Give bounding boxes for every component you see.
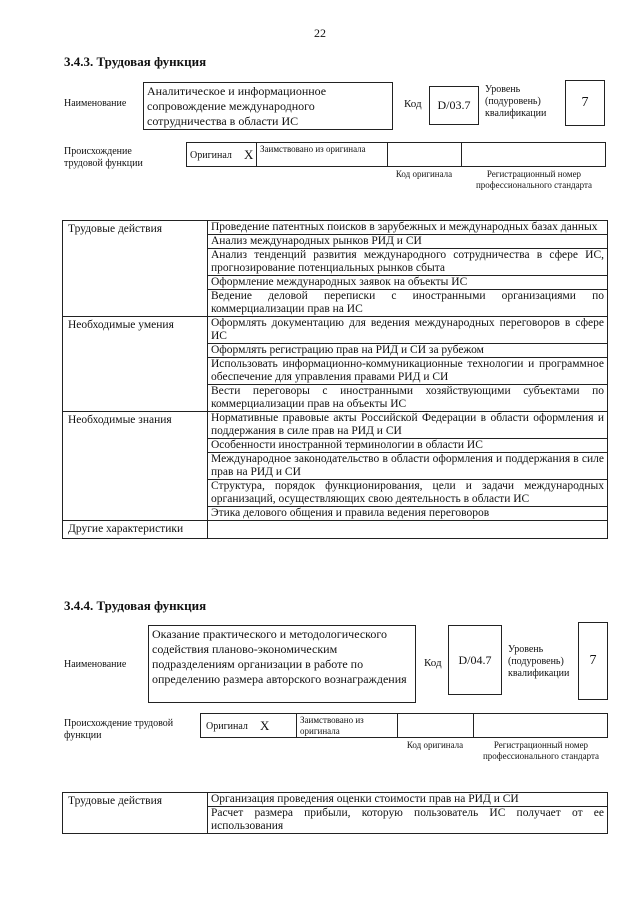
category-item: Организация проведения оценки стоимости прав на РИД и СИ bbox=[208, 793, 608, 807]
origin-label-343: Происхождение трудовой функции bbox=[64, 146, 143, 169]
code-label-343: Код bbox=[404, 98, 422, 110]
name-label-343: Наименование bbox=[64, 98, 127, 109]
function-table-343 bbox=[62, 220, 608, 539]
category-label: Необходимые знания bbox=[63, 412, 208, 521]
reg-number-caption-344: Регистрационный номер профессионального стандарта bbox=[482, 740, 600, 761]
category-item: Оформлять регистрацию прав на РИД и СИ за рубежом bbox=[208, 344, 608, 358]
function-code-344: D/04.7 bbox=[448, 625, 502, 695]
category-label: Другие характеристики bbox=[63, 521, 208, 539]
category-label: Необходимые умения bbox=[63, 317, 208, 412]
category-item: Ведение деловой переписки с иностранными организациями по коммерциализации прав на ИС bbox=[208, 290, 608, 317]
section-title-344: 3.4.4. Трудовая функция bbox=[64, 598, 207, 613]
category-item: Международное законодательство в области оформления и поддержания в силе прав на РИД и СИ bbox=[208, 453, 608, 480]
function-code-343: D/03.7 bbox=[429, 86, 479, 125]
origin-label-344: Происхождение трудовой функции bbox=[64, 718, 174, 741]
level-label-344: Уровень (подуровень) квалификации bbox=[508, 644, 570, 679]
category-item: Особенности иностранной терминологии в области ИС bbox=[208, 439, 608, 453]
function-name-343: Аналитическое и информационное сопровождение международного сотрудничества в области ИС bbox=[143, 82, 393, 130]
category-item: Анализ международных рынков РИД и СИ bbox=[208, 235, 608, 249]
original-mark-344: X bbox=[260, 718, 270, 733]
original-mark-343: X bbox=[244, 147, 254, 162]
category-item: Оформлять документацию для ведения международных переговоров в сфере ИС bbox=[208, 317, 608, 344]
category-item: Проведение патентных поисков в зарубежных и международных базах данных bbox=[208, 221, 608, 235]
function-name-344: Оказание практического и методологического содействия планово-экономическим подразделениям организации в работе по определению размера авторского вознаграждения bbox=[148, 625, 416, 703]
category-item: Расчет размера прибыли, которую пользователь ИС получает от ее использования bbox=[208, 807, 608, 834]
category-item: Анализ тенденций развития международного сотрудничества в сфере ИС, прогнозирование потенциальных рынков сбыта bbox=[208, 249, 608, 276]
qualification-level-344: 7 bbox=[578, 622, 608, 700]
qualification-level-343: 7 bbox=[565, 80, 605, 126]
code-original-caption-344: Код оригинала bbox=[406, 740, 464, 750]
table-row bbox=[63, 221, 608, 235]
level-label-343: Уровень (подуровень) квалификации bbox=[485, 84, 547, 119]
category-label: Трудовые действия bbox=[63, 793, 208, 834]
original-label-344: Оригинал bbox=[206, 721, 248, 732]
code-original-caption-343: Код оригинала bbox=[395, 169, 453, 179]
table-row bbox=[63, 412, 608, 439]
table-row bbox=[63, 317, 608, 344]
category-item: Вести переговоры с иностранными хозяйствующими субъектами по коммерциализации прав на объекты ИС bbox=[208, 385, 608, 412]
borrowed-label-343: Заимствовано из оригинала bbox=[260, 144, 366, 154]
section-title-343: 3.4.3. Трудовая функция bbox=[64, 54, 207, 69]
reg-number-caption-343: Регистрационный номер профессионального стандарта bbox=[475, 169, 593, 190]
category-item: Этика делового общения и правила ведения переговоров bbox=[208, 507, 608, 521]
page-number: 22 bbox=[314, 26, 326, 40]
category-item bbox=[208, 521, 608, 539]
table-row bbox=[63, 521, 608, 539]
category-label: Трудовые действия bbox=[63, 221, 208, 317]
category-item: Использовать информационно-коммуникационные технологии и программное обеспечение для управления правами РИД и СИ bbox=[208, 358, 608, 385]
function-table-344 bbox=[62, 792, 608, 834]
borrowed-label-344: Заимствовано из оригинала bbox=[300, 715, 364, 736]
original-label-343: Оригинал bbox=[190, 150, 232, 161]
table-row bbox=[63, 793, 608, 807]
category-item: Оформление международных заявок на объекты ИС bbox=[208, 276, 608, 290]
code-label-344: Код bbox=[424, 657, 442, 669]
category-item: Структура, порядок функционирования, цели и задачи международных организаций, осуществляющих свою деятельность в области ИС bbox=[208, 480, 608, 507]
category-item: Нормативные правовые акты Российской Федерации в области оформления и поддержания в силе прав на РИД и СИ bbox=[208, 412, 608, 439]
name-label-344: Наименование bbox=[64, 659, 127, 670]
